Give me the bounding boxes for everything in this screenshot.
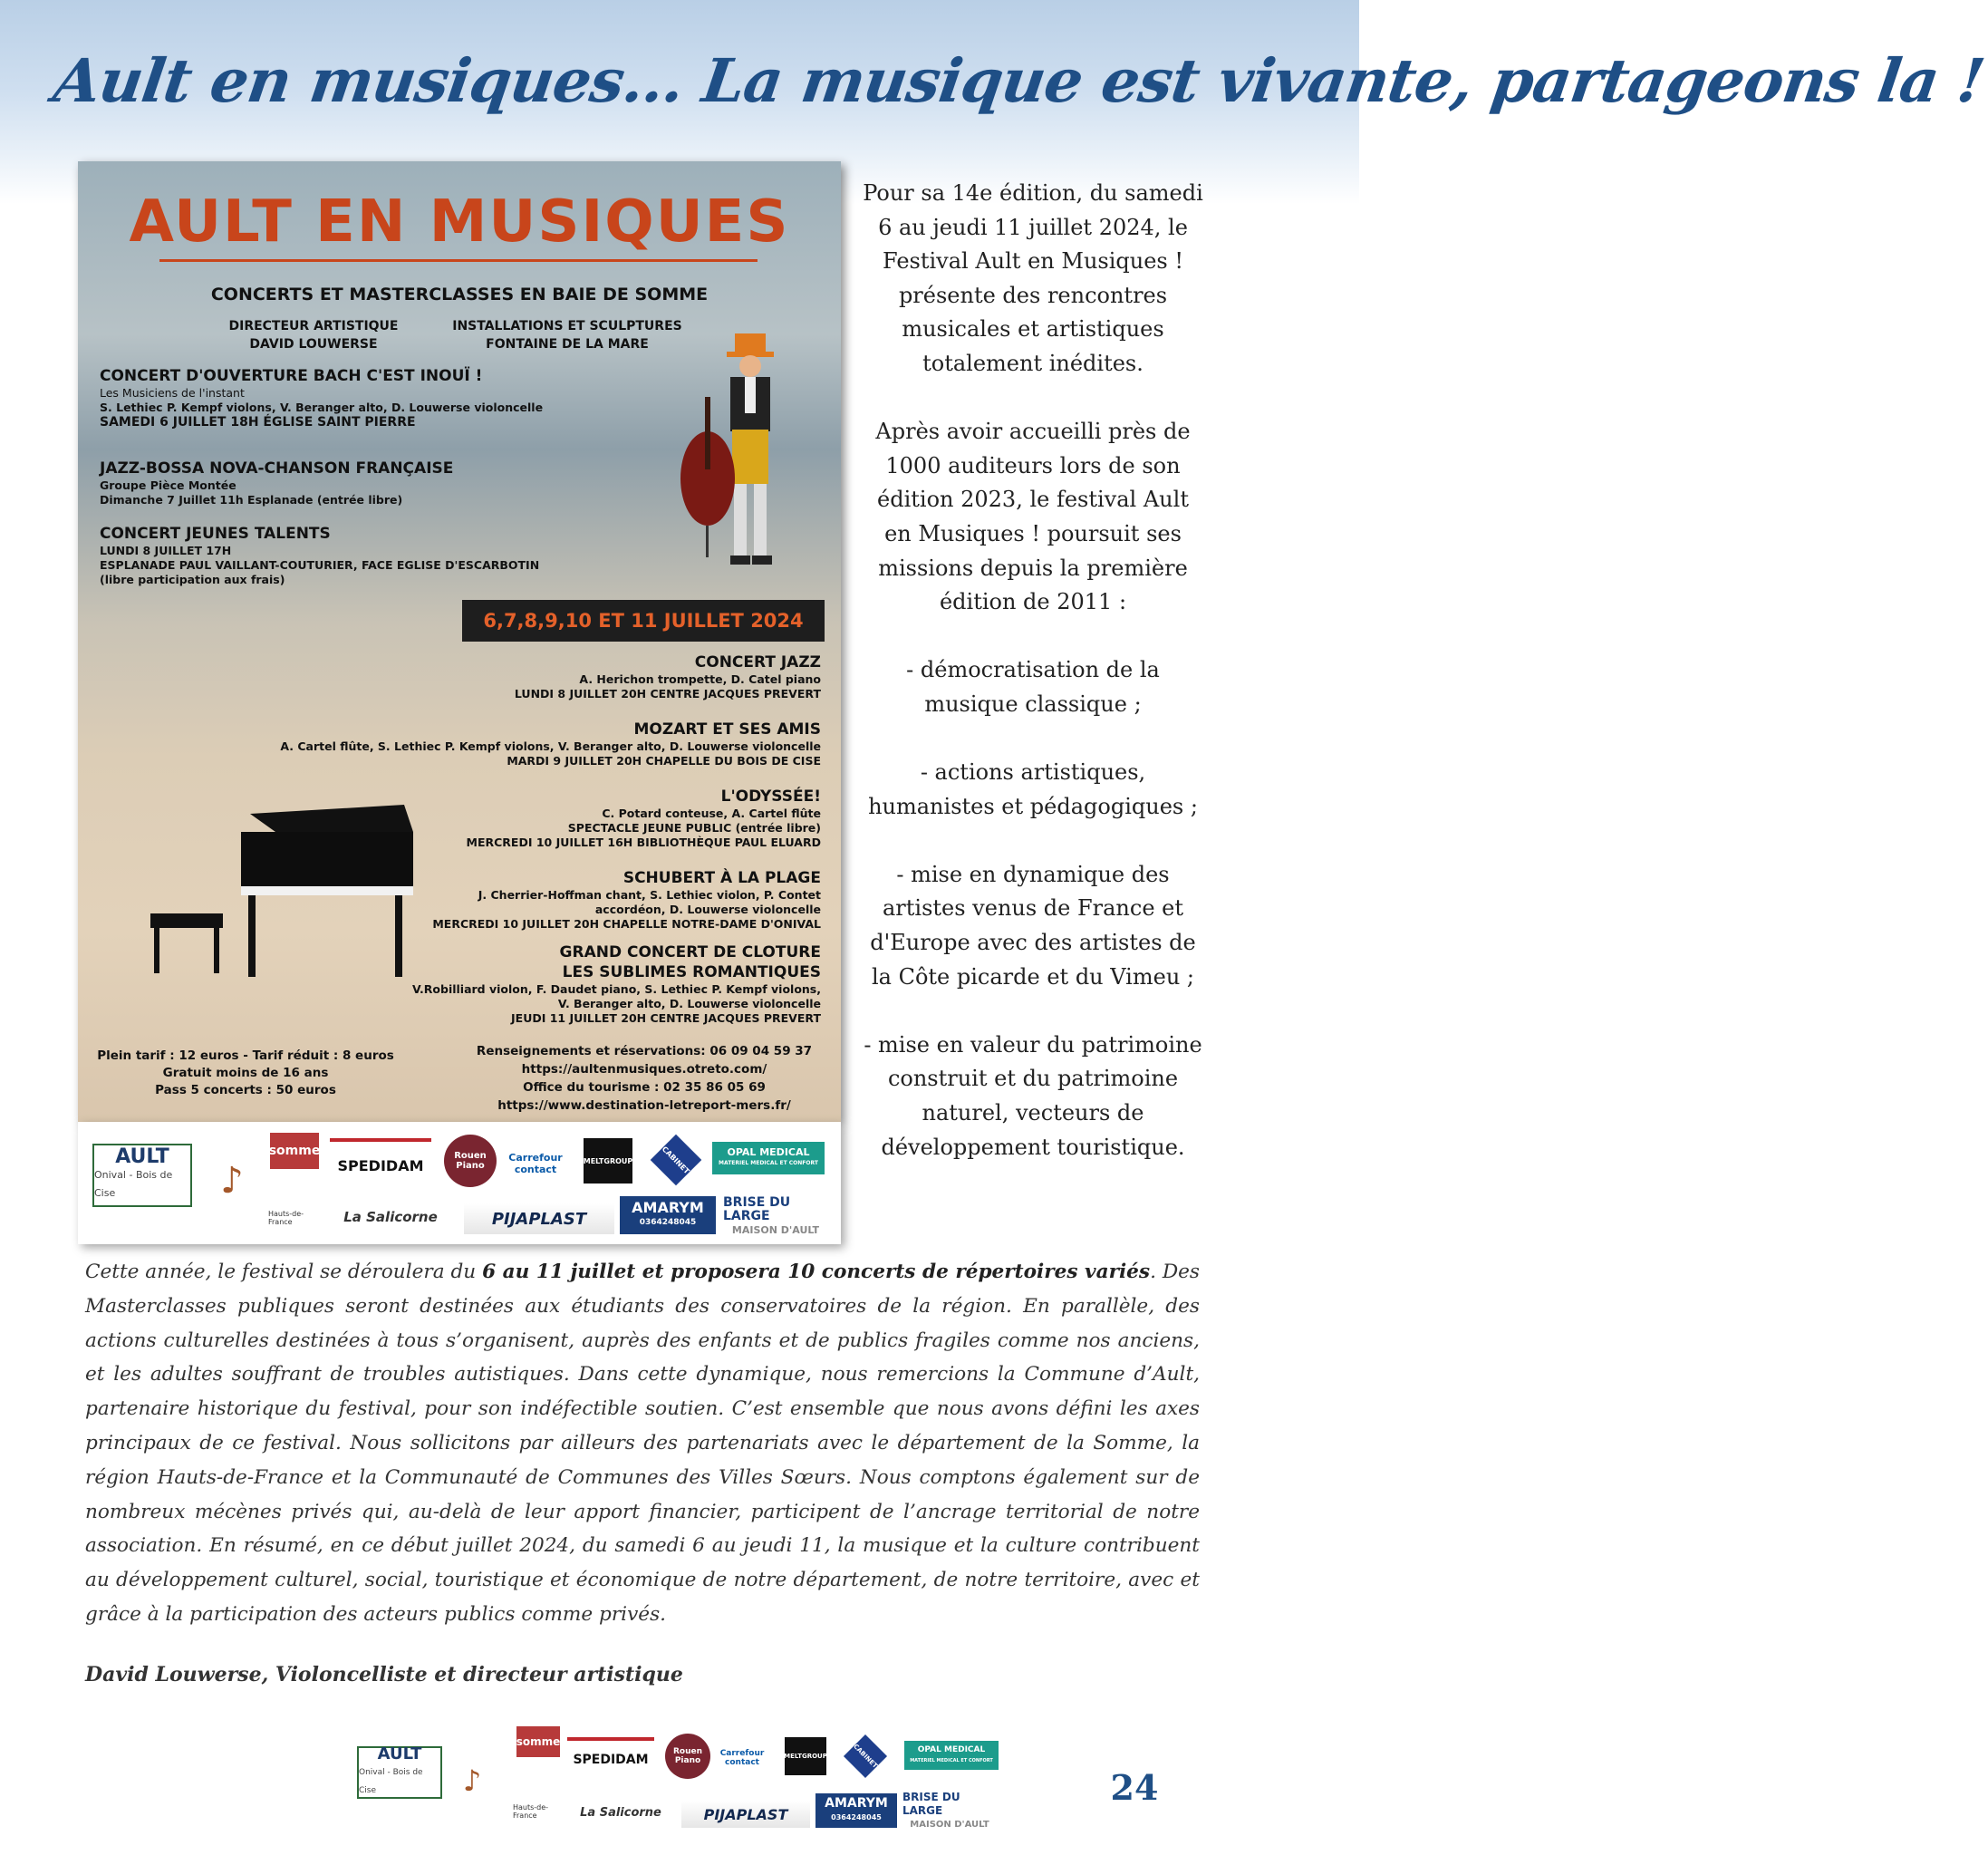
side-paragraph: - mise en valeur du patrimoine construit et du patrimoine naturel, vecteurs de développement touristique.: [864, 1031, 1202, 1160]
somme-logo: somme: [516, 1726, 560, 1757]
signature: David Louwerse, Violoncelliste et directeur artistique: [85, 1663, 683, 1686]
ault-logo: AULT Onival - Bois de Cise: [92, 1144, 192, 1207]
concert-odyssee: L'ODYSSÉE! C. Potard conteuse, A. Cartel flûte SPECTACLE JEUNE PUBLIC (entrée libre) MERCREDI 10 JUILLET 16H BIBLIOTHÈQUE PAUL ELUARD: [466, 787, 821, 849]
opal-medical-logo: OPAL MEDICAL MATERIEL MEDICAL ET CONFORT: [712, 1142, 825, 1174]
poster-sponsor-logos: [78, 1122, 841, 1244]
violin-logo-icon: ♪: [220, 1160, 244, 1202]
hauts-de-france-logo: Hauts-de-France: [268, 1210, 304, 1226]
meltgroup-logo: MELTGROUP: [785, 1737, 826, 1775]
side-paragraph: - démocratisation de la musique classique ;: [906, 657, 1160, 717]
cabinet-logo: CABINET: [844, 1734, 887, 1778]
poster-director: [187, 317, 440, 353]
poster-dates: 6,7,8,9,10 ET 11 JUILLET 2024: [462, 600, 825, 642]
poster-tarifs: Plein tarif : 12 euros - Tarif réduit : 8 euros Gratuit moins de 16 ans Pass 5 concerts : 50 euros: [97, 1048, 394, 1097]
pijaplast-logo: PIJAPLAST: [464, 1203, 614, 1234]
rouen-piano-logo: Rouen Piano: [665, 1734, 710, 1779]
amarym-logo: AMARYM 0364248045: [620, 1196, 716, 1234]
pijaplast-logo: PIJAPLAST: [681, 1801, 810, 1828]
brise-du-large-logo: BRISE DU LARGE MAISON D'AULT: [902, 1790, 989, 1830]
footer-sponsor-logos: [353, 1717, 1006, 1844]
concert-jazz: CONCERT JAZZ A. Herichon trompette, D. Catel piano LUNDI 8 JUILLET 20H CENTRE JACQUES PREVERT: [514, 653, 821, 700]
cabinet-logo: CABINET: [651, 1135, 702, 1186]
side-paragraph: - actions artistiques, humanistes et pédagogiques ;: [868, 759, 1198, 819]
poster-subtitle: CONCERTS ET MASTERCLASSES EN BAIE DE SOMME: [210, 285, 709, 304]
la-salicorne-logo: La Salicorne: [580, 1805, 661, 1820]
la-salicorne-logo: La Salicorne: [343, 1209, 438, 1225]
concert-cloture: GRAND CONCERT DE CLOTURE LES SUBLIMES ROMANTIQUES V.Robilliard violon, F. Daudet piano, S. Lethiec P. Kempf violons, V. Beranger alto, D. Louwerse violoncelle JEUDI 11 JUILLET 20H CENTRE JACQUES PREVERT: [411, 943, 821, 1025]
concert-mozart: MOZART ET SES AMIS A. Cartel flûte, S. Lethiec P. Kempf violons, V. Beranger alto, D. Louwerse violoncelle MARDI 9 JUILLET 20H CHAPELLE DU BOIS DE CISE: [280, 720, 821, 768]
side-paragraph: - mise en dynamique des artistes venus de France et d'Europe avec des artistes de la Côte picarde et du Vimeu ;: [870, 861, 1196, 990]
spedidam-logo: SPEDIDAM: [330, 1138, 431, 1189]
rouen-piano-logo: Rouen Piano: [444, 1135, 497, 1187]
festival-poster: [78, 161, 841, 1122]
spedidam-logo: SPEDIDAM: [567, 1737, 654, 1779]
director-label: DIRECTEUR ARTISTIQUE: [228, 319, 399, 333]
brise-du-large-logo: BRISE DU LARGE MAISON D'AULT: [723, 1194, 820, 1236]
page-number: 24: [1110, 1767, 1159, 1808]
piano-illustration: [132, 796, 431, 995]
poster-title: AULT EN MUSIQUES: [129, 188, 790, 256]
side-column: [861, 177, 1205, 1164]
opal-medical-logo: OPAL MEDICAL MATERIEL MEDICAL ET CONFORT: [904, 1741, 999, 1770]
concert-jazz-bossa: JAZZ-BOSSA NOVA-CHANSON FRANÇAISE Groupe Pièce Montée Dimanche 7 Juillet 11h Esplanade (entrée libre): [100, 459, 454, 507]
side-paragraph: Pour sa 14e édition, du samedi 6 au jeudi 11 juillet 2024, le Festival Ault en Musiques ! présente des rencontres musicales et artistiques totalement inédites.: [863, 180, 1203, 376]
amarym-logo: AMARYM 0364248045: [815, 1793, 897, 1828]
poster-title-underline: [159, 259, 758, 262]
director-name: DAVID LOUWERSE: [249, 337, 378, 352]
carrefour-logo: Carrefour contact: [508, 1152, 563, 1175]
installations-label: INSTALLATIONS ET SCULPTURES: [452, 319, 682, 333]
meltgroup-logo: MELTGROUP: [584, 1138, 632, 1184]
body-highlight: 6 au 11 juillet et proposera 10 concerts de répertoires variés: [482, 1261, 1151, 1283]
violin-logo-icon: ♪: [462, 1763, 482, 1798]
page-title: Ault en musiques... La musique est vivante, partageons la !: [49, 45, 1988, 116]
hauts-de-france-logo: Hauts-de-France: [513, 1803, 549, 1820]
side-paragraph: Après avoir accueilli près de 1000 auditeurs lors de son édition 2023, le festival Ault en Musiques ! poursuit ses missions depuis la première édition de 2011 :: [875, 419, 1191, 615]
poster-info: Renseignements et réservations: 06 09 04 59 37 https://aultenmusiques.otreto.com/ Office du tourisme : 02 35 86 05 69 https://www.destination-letreport-mers.fr/: [476, 1044, 813, 1113]
concert-jeunes-talents: CONCERT JEUNES TALENTS LUNDI 8 JUILLET 17H ESPLANADE PAUL VAILLANT-COUTURIER, FACE EGLISE D'ESCARBOTIN (libre participation aux frais): [100, 525, 540, 586]
installations-name: FONTAINE DE LA MARE: [486, 337, 649, 352]
body-paragraph: Cette année, le festival se déroulera du 6 au 11 juillet et proposera 10 concerts de répertoires variés. Des Masterclasses publiques seront destinées aux étudiants des conservatoires de la région. En parallèle, des actions culturelles destinées à tous s’organisent, auprès des enfants et de publics fragiles comme nos anciens, et les adultes souffrant de troubles autistiques. Dans cette dynamique, nous remercions la Commune d’Ault, partenaire historique du festival, pour son indéfectible soutien. C’est ensemble que nous avons défini les axes principaux de ce festival. Nous sollicitons par ailleurs des partenariats avec le département de la Somme, la région Hauts-de-France et la Communauté de Communes des Villes Sœurs. Nous comptons également sur de nombreux mécènes privés qui, au-delà de leur apport financier, participent de l’ancrage territorial de notre association. En résumé, en ce début juillet 2024, du samedi 6 au jeudi 11, la musique et la culture contribuent au développement culturel, social, touristique et économique de notre département, de notre territoire, avec et grâce à la participation des acteurs publics comme privés.: [85, 1261, 1200, 1626]
somme-logo: somme: [270, 1133, 319, 1169]
carrefour-logo: Carrefour contact: [719, 1749, 765, 1767]
concert-schubert: SCHUBERT À LA PLAGE J. Cherrier-Hoffman chant, S. Lethiec violon, P. Contet accordéon, D. Louwerse violoncelle MERCREDI 10 JUILLET 20H CHAPELLE NOTRE-DAME D'ONIVAL: [432, 869, 821, 931]
ault-logo: AULT Onival - Bois de Cise: [357, 1746, 442, 1799]
poster-installations: [431, 317, 703, 353]
concert-ouverture: CONCERT D'OUVERTURE BACH C'EST INOUÏ ! Les Musiciens de l'instant S. Lethiec P. Kempf violons, V. Beranger alto, D. Louwerse violoncelle SAMEDI 6 JUILLET 18H ÉGLISE SAINT PIERRE: [100, 367, 544, 430]
